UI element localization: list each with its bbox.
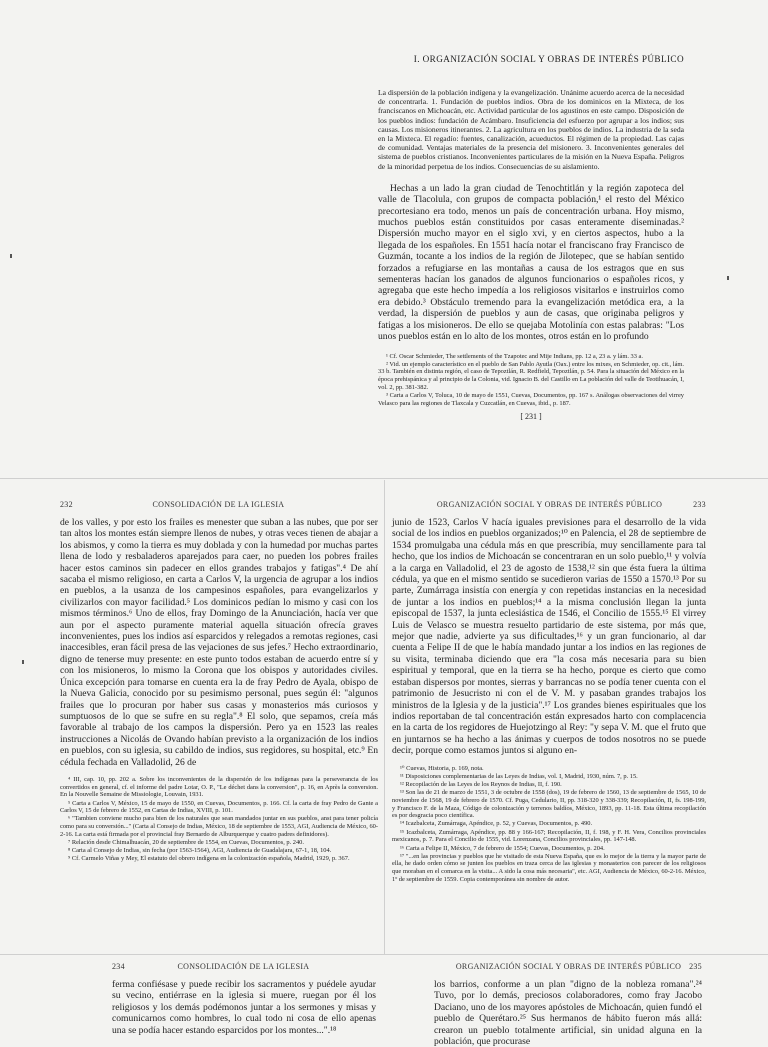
footnote: ² Vid. un ejemplo característico en el pueblo de San Pablo Ayutla (Oax.) entre los mixes, en Schmieder, op. cit., lám. 33 b. También en distinta región, el caso de Tepoztlán, R. Redfield, Tepoztlán, p. 54. Para la situación del México en la época prehispánica y al principio de la Colonia, vid. Ignacio B. del Castillo en La población del valle de Teotihuacán, I, vol. 2, pp. 381-382.	[378, 360, 684, 391]
footnote: ⁹ Cf. Carmelo Viñas y Mey, El estatuto del obrero indígena en la colonización española, Madrid, 1929, p. 367.	[68, 855, 350, 863]
footnote: ¹⁰ Cuevas, Historia, p. 169, nota.	[400, 764, 484, 772]
footnotes	[378, 353, 684, 408]
paragraph: junio de 1523, Carlos V hacía iguales previsiones para el desarrollo de la vida social de los indios en pueblos organizados;¹⁰ en Palencia, el 28 de septiembre de 1534 promulgaba una cédula más en que prescribía, muy sencillamente para tal hecho, que los indios de Michoacán se concentraran en un solo pueblo,¹¹ y volvía a la carga en Valladolid, el 23 de agosto de 1538,¹² sin que ésta fuera la última cédula, ya que en el mismo sentido se sucedieron varias de 1550 a 1570.¹³ Por su parte, Zumárraga insistía con energía y con repetidas instancias en la necesidad de juntar a los indios en pueblos;¹⁴ a la misma conclusión llegan la junta episcopal de 1537, la junta eclesiástica de 1546, el Concilio de 1555.¹⁵ El virrey Luis de Velasco se muestra resuelto partidario de este sistema, por más que, mejor que nadie, advierte ya sus dificultades,¹⁶ y un gran funcionario, al dar cuenta a Felipe II de que le había mandado juntar a los indios en las regiones de su visita, terminaba diciendo que era "la cosa más necesaria para su bien espiritual y temporal, que en la tierra se ha hecho, porque es cierto que como estaban dispersos por montes, sierras y barrancas no se podía tener cuenta con el patrimonio de Jesucristo ni con el de V. M. y pasaban grandes trabajos los ministros de la Iglesia y de la justicia".¹⁷ Los grandes bienes espirituales que los indios reportaban de tal concentración están expresados harto con complacencia en la carta de los regidores de Huejotzingo al Rey: "y sepa V. M. que el fruto que en juntarnos se ha hecho a las ánimas y cuerpos de todos nosotros no se puede decir, porque como estamos juntos si alguno en-	[392, 517, 706, 757]
page-231	[378, 54, 684, 454]
paragraph: Hechas a un lado la gran ciudad de Tenochtitlán y la región zapoteca del valle de Tlacolula, con grupos de compacta población,¹ el resto del México precortesiano era todo, menos un país de concentración urbana. Hoy mismo, muchos pueblos están constituidos por casas enteramente diseminadas.² Dispersión mucho mayor en el siglo xvi, y en ciertos aspectos, hubo a la llegada de los españoles. En 1551 hacía notar el franciscano fray Francisco de Guzmán, tocante a los indios de la región de Jilotepec, que se habían sentido forzados a refugiarse en las montañas a causa de los estragos que en sus sementeras hacían los ganados de algunos funcionarios o españoles ricos, y agregaba que este hecho impedía a los religiosos visitarlos e instruirlos como era debido.³ Obstáculo tremendo para la evangelización metódica era, a la verdad, la dispersión de pueblos y aun de casas, que originaba peligros y fatigas a los misioneros. De ello se quejaba Motolinía con estas palabras: "Los unos pueblos están en lo alto de los montes, otros están en lo profundo	[378, 182, 684, 343]
scan-divider	[0, 478, 768, 479]
chapter-summary: La dispersión de la población indígena y la evangelización. Unánime acuerdo acerca de la necesidad de concentrarla. 1. Fundación de pueblos indios. Obra de los dominicos en la Mixteca, de los franciscanos en Michoacán, etc. Actividad particular de los agustinos en este campo. Disposición de los pueblos indios: fundación de Acámbaro. Insuficiencia del esfuerzo por agrupar a los indios; sus causas. Los misioneros itinerantes. 2. La agricultura en los pueblos de indios. La industria de la seda en la Mixteca. El regadío: fuentes, canalización, acueductos. El régimen de la propiedad. Las cajas de comunidad. Ventajas materiales de la presencia del misionero. 3. Inconvenientes generales del sistema de pueblos cristianos. Inconvenientes particulares de la misión en la Nueva España. Peligros de la minoridad perpetua de los indios. Consecuencias de su aislamiento.	[378, 88, 684, 171]
chapter-title: I. ORGANIZACIÓN SOCIAL Y OBRAS DE INTERÉS PÚBLICO	[413, 54, 684, 64]
running-head-title: CONSOLIDACIÓN DE LA IGLESIA	[177, 962, 310, 971]
footnote: ⁵ Carta a Carlos V, México, 15 de mayo de 1550, en Cuevas, Documentos, p. 166. Cf. la carta de fray Pedro de Gante a Carlos V, 15 de febrero de 1552, en Cartas de Indias, XVIII, p. 101.	[60, 799, 378, 815]
gutter-divider	[384, 480, 385, 954]
page-number: 235	[689, 962, 702, 971]
body-text	[392, 517, 706, 757]
footnote: ¹¹ Disposiciones complementarias de las Leyes de Indias, vol. I, Madrid, 1930, núm. 7, p. 15.	[400, 772, 638, 780]
page-233	[392, 500, 706, 920]
paragraph: los barrios, conforme a un plan "digno de la nobleza romana".²⁴ Tuvo, por lo demás, preciosos colaboradores, como fray Jacobo Daciano, uno de los mayores apóstoles de Michoacán, quien fundó el pueblo de Querétaro.²⁵ Sus hermanos de hábito fueron más allá: crearon un pueblo totalmente artificial, sin unidad alguna en la población, que procurase	[434, 979, 702, 1047]
footnote: ¹⁴ Icazbalceta, Zumárraga, Apéndice, p. 52, y Cuevas, Documentos, p. 490.	[400, 820, 593, 828]
footnote: ¹⁵ Icazbalceta, Zumárraga, Apéndice, pp. 88 y 166-167; Recopilación, II, f. 198, y F. H. Vera, Concilios provinciales mexicanos, p. 7. Para el Concilio de 1555, vid. Lorenzana, Concilios provinciales, pp. 147-148.	[392, 828, 706, 844]
page-234	[112, 962, 376, 1036]
running-header	[392, 500, 706, 509]
footnote: ¹³ Son las de 21 de marzo de 1551, 3 de octubre de 1558 (dos), 19 de febrero de 1560, 13 de septiembre de 1565, 10 de noviembre de 1568, 19 de febrero de 1570. Cf. Puga, Cedulario, II, pp. 318-320 y 338-339; Recopilación, II, fs. 198-199, y Francisco F. de la Maza, Código de colonización y terrenos baldíos, México, 1893, pp. 11-18. Esta última recopilación es por desgracia poco científica.	[392, 789, 706, 820]
running-header	[434, 962, 702, 971]
running-head-title: ORGANIZACIÓN SOCIAL Y OBRAS DE INTERÉS PÚBLICO	[436, 500, 663, 509]
footnotes	[392, 765, 706, 884]
body-text	[378, 183, 684, 343]
footnote: ⁷ Relación desde Chimalhuacán, 20 de septiembre de 1554, en Cuevas, Documentos, p. 240.	[68, 839, 304, 847]
footnote: ³ Carta a Carlos V, Toluca, 10 de mayo de 1551, Cuevas, Documentos, pp. 167 s. Análogas observaciones del virrey Velasco para las regiones de Tlaxcala y Cuzcatlán, en Cuevas, ibid., p. 187.	[378, 392, 684, 407]
scan-mark	[10, 254, 12, 258]
body-text	[60, 517, 378, 768]
footnote: ¹ Cf. Oscar Schmieder, The settlements of the Tzapotec and Mije Indians, pp. 12 a, 23 a. y lám. 33 a.	[386, 352, 643, 360]
body-text	[434, 979, 702, 1047]
footnote: ⁸ Carta al Consejo de Indias, sin fecha (por 1563-1564), AGI, Audiencia de Guadalajara, 67-1, 18, 104.	[68, 847, 332, 855]
page-number: 232	[60, 500, 73, 509]
footnotes	[60, 776, 378, 863]
page-number: 233	[693, 500, 706, 509]
running-header	[112, 962, 376, 971]
running-head-title: ORGANIZACIÓN SOCIAL Y OBRAS DE INTERÉS PÚBLICO	[455, 962, 682, 971]
footnote: ⁴ III, cap. 10, pp. 202 a. Sobre los inconvenientes de la dispersión de los indígenas para la perseverancia de los convertidos en general, cf. el informe del padre Lotar, O. P., "Le déchet dans la conversion", p. 16, en Après la conversion. En la Nouvelle Semaine de Missiologie, Louvain, 1931.	[60, 775, 378, 799]
page-235	[434, 962, 702, 1047]
footnote: ¹⁷ "...en las provincias y pueblos que he visitado de esta Nueva España, que es lo mejor de la tierra y la mayor parte de ella, he dado orden cómo se junten los pueblos en traza cerca de las iglesias y monasterios con parecer de los religiosos que moraban en el comarca en la visita... A sido la cosa más necesaria", etc. AGI, Audiencia de México, 60-2-16. México, 1º de septiembre de 1559. Copia contemporánea sin nombre de autor.	[392, 852, 706, 883]
page-number: 234	[112, 962, 125, 971]
running-head-title: CONSOLIDACIÓN DE LA IGLESIA	[152, 500, 285, 509]
folio: [ 231 ]	[520, 412, 542, 422]
scan-mark	[22, 660, 24, 664]
page-232	[60, 500, 378, 920]
running-header	[60, 500, 378, 509]
scan-mark	[727, 276, 729, 280]
body-text	[112, 979, 376, 1036]
footnote: ¹⁶ Carta a Felipe II, México, 7 de febrero de 1554; Cuevas, Documentos, p. 204.	[400, 844, 605, 852]
footnote: ⁶ "Tambien conviene mucho para bien de los naturales que sean mandados juntar en sus pueblos, anst para tener policía como para su conversión..." (Carta al Consejo de Indias, México, 18 de septiembre de 1553, AGI, Audiencia de México, 60-2-16. La carta está firmada por el provincial fray Bernardo de Alburquerque y cuatro padres definidores).	[60, 815, 378, 838]
paragraph: ferma confiésase y puede recibir los sacramentos y puédele ayudar su vecino, entiérrase en la iglesia si muere, ruegan por él los religiosos y los demás podémonos juntar a los sermones y misas y comunicarnos como hombres, lo cual todo ni cosa de ello apenas una se podía hacer estando esparcidos por los montes...".¹⁸	[112, 979, 376, 1036]
paragraph: de los valles, y por esto los frailes es menester que suban a las nubes, que por ser tan altos los montes están siempre llenos de nubes, y otras veces tienen de abajar a los abismos, y como la tierra es muy doblada y con la humedad por muchas partes llena de lodo y resbaladeros aparejados para caer, no pueden los pobres frailes hacer estos caminos sin padecer en ellos grandes trabajos y fatigas".⁴ De ahí sacaba el mismo religioso, en carta a Carlos V, la urgencia de agrupar a los indios en pueblos, a la usanza de los campesinos españoles, para evangelizarlos y civilizarlos con mayor facilidad.⁵ Los dominicos pedían lo mismo y casi con los mismos términos.⁶ Uno de ellos, fray Domingo de la Anunciación, hacía ver que aun por el aspecto puramente material aquella situación ofrecía graves inconvenientes, pues los indios así esparcidos y relegados a remotas regiones, casi inaccesibles, eran fácil presa de las vejaciones de sus jefes.⁷ Hecho extraordinario, digno de tenerse muy presente: en este punto todos estaban de acuerdo entre sí y con los misioneros, lo mismo la Corona que los obispos y autoridades civiles. Única excepción para tomarse en cuenta era la de fray Pedro de Ayala, obispo de la Nueva Galicia, conocido por su pesimismo personal, pues según él: "algunos frailes que lo procuran por haber sus casas y monasterios más curiosos y sumptuosos de lo que se sufre en su regla".⁸ El solo, que sepamos, creía más favorable al trabajo de los campos la dispersión. Pero ya en 1523 las reales instrucciones a Nicolás de Ovando habían previsto a la organización de los indios en pueblos, con su iglesia, su cabildo de indios, sus regidores, su hospital, etc.⁹ En cédula fechada en Valladolid, 26 de	[60, 517, 378, 768]
scan-divider	[0, 954, 768, 955]
footnote: ¹² Recopilación de las Leyes de los Reynos de Indias, II, f. 190.	[400, 780, 562, 788]
